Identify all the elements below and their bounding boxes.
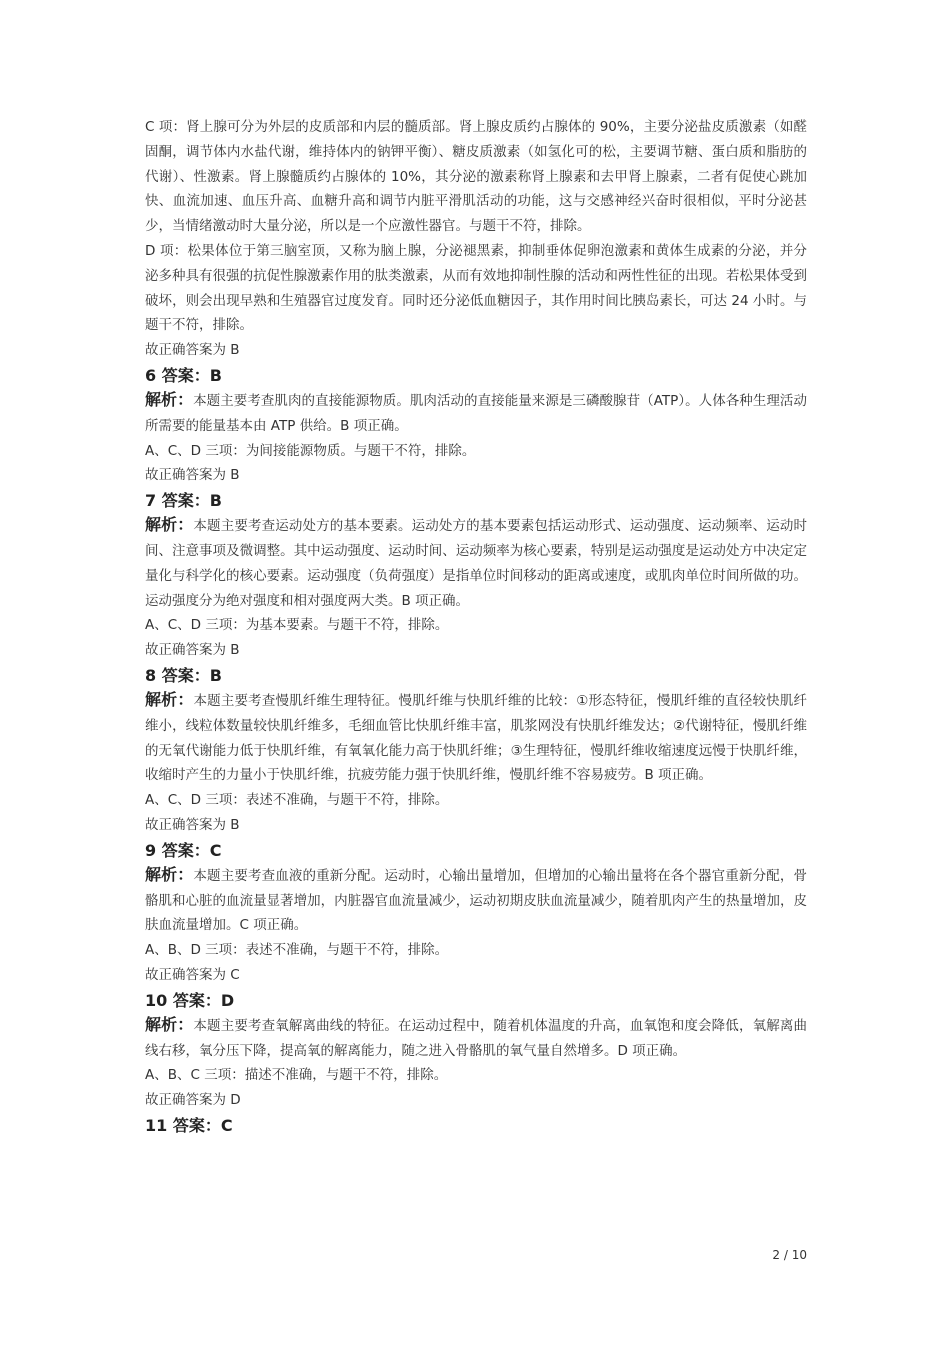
paragraph: C 项：肾上腺可分为外层的皮质部和内层的髓质部。肾上腺皮质约占腺体的 90%，主要分泌盐皮质激素（如醛固酮，调节体内水盐代谢，维持体内的钠钾平衡）、糖皮质激素（如氢化可的松，主要调节糖、蛋白质和脂肪的代谢）、性激素。肾上腺髓质约占腺体的 10%，其分泌的激素称肾上腺素和去甲肾上腺素，二者有促使心跳加快、血流加速、血压升高、血糖升高和调节内脏平滑肌活动的功能，这与交感神经兴奋时很相似，平时分泌甚少，当情绪激动时大量分泌，所以是一个应激性器官。与题干不符，排除。 xyxy=(145,119,807,235)
analysis-label: 解析： xyxy=(145,1014,194,1034)
analysis-text: 本题主要考查氧解离曲线的特征。在运动过程中，随着机体温度的升高，血氧饱和度会降低，氧解离曲线右移，氧分压下降，提高氧的解离能力，随之进入骨骼肌的氧气量自然增多。D 项正确。 xyxy=(145,1017,807,1059)
answer-heading: 9 答案：C xyxy=(145,840,222,860)
answer-conclusion: 故正确答案为 B xyxy=(145,816,240,833)
paragraph: A、B、C 三项：描述不准确，与题干不符，排除。 xyxy=(145,1067,448,1084)
analysis-paragraph xyxy=(145,513,807,613)
analysis-label: 解析： xyxy=(145,515,194,535)
paragraph: A、C、D 三项：为基本要素。与题干不符，排除。 xyxy=(145,617,449,634)
analysis-text: 本题主要考查肌肉的直接能源物质。肌肉活动的直接能量来源是三磷酸腺苷（ATP）。人体各种生理活动所需要的能量基本由 ATP 供给。B 项正确。 xyxy=(145,392,807,434)
page-number: 2 / 10 xyxy=(772,1248,807,1262)
paragraph: D 项：松果体位于第三脑室顶，又称为脑上腺，分泌褪黑素，抑制垂体促卵泡激素和黄体生成素的分泌，并分泌多种具有很强的抗促性腺激素作用的肽类激素，从而有效地抑制性腺的活动和两性性征的出现。若松果体受到破坏，则会出现早熟和生殖器官过度发育。同时还分泌低血糖因子，其作用时间比胰岛素长，可达 24 小时。与题干不符，排除。 xyxy=(145,242,807,334)
paragraph: A、C、D 三项：表述不准确，与题干不符，排除。 xyxy=(145,792,449,809)
answer-heading: 10 答案：D xyxy=(145,990,235,1010)
answer-heading: 6 答案：B xyxy=(145,365,222,385)
analysis-paragraph xyxy=(145,1013,807,1064)
analysis-text: 本题主要考查血液的重新分配。运动时，心输出量增加，但增加的心输出量将在各个器官重新分配，骨骼肌和心脏的血流量显著增加，内脏器官血流量减少，运动初期皮肤血流量减少，随着肌肉产生的热量增加，皮肤血流量增加。C 项正确。 xyxy=(145,867,807,934)
analysis-paragraph xyxy=(145,388,807,439)
page-body xyxy=(145,115,807,1138)
answer-conclusion: 故正确答案为 D xyxy=(145,1092,241,1109)
answer-heading: 11 答案：C xyxy=(145,1115,233,1135)
analysis-label: 解析： xyxy=(145,389,194,409)
analysis-label: 解析： xyxy=(145,864,194,884)
answer-conclusion: 故正确答案为 B xyxy=(145,467,240,484)
answer-conclusion: 故正确答案为 C xyxy=(145,966,240,983)
answer-conclusion: 故正确答案为 B xyxy=(145,642,240,659)
answer-heading: 7 答案：B xyxy=(145,491,222,511)
paragraph: A、C、D 三项：为间接能源物质。与题干不符，排除。 xyxy=(145,442,476,459)
analysis-paragraph xyxy=(145,688,807,788)
answer-heading: 8 答案：B xyxy=(145,665,222,685)
analysis-text: 本题主要考查慢肌纤维生理特征。慢肌纤维与快肌纤维的比较：①形态特征，慢肌纤维的直径较快肌纤维小，线粒体数量较快肌纤维多，毛细血管比快肌纤维丰富，肌浆网没有快肌纤维发达；②代谢特征，慢肌纤维的无氧代谢能力低于快肌纤维，有氧氧化能力高于快肌纤维；③生理特征，慢肌纤维收缩速度远慢于快肌纤维，收缩时产生的力量小于快肌纤维，抗疲劳能力强于快肌纤维，慢肌纤维不容易疲劳。B 项正确。 xyxy=(145,692,807,784)
paragraph: A、B、D 三项：表述不准确，与题干不符，排除。 xyxy=(145,942,449,959)
answer-conclusion: 故正确答案为 B xyxy=(145,342,240,359)
analysis-text: 本题主要考查运动处方的基本要素。运动处方的基本要素包括运动形式、运动强度、运动频率、运动时间、注意事项及微调整。其中运动强度、运动时间、运动频率为核心要素，特别是运动强度是运动处方中决定定量化与科学化的核心要素。运动强度（负荷强度）是指单位时间移动的距离或速度，或肌肉单位时间所做的功。运动强度分为绝对强度和相对强度两大类。B 项正确。 xyxy=(145,518,807,609)
analysis-paragraph xyxy=(145,863,807,938)
analysis-label: 解析： xyxy=(145,689,194,709)
